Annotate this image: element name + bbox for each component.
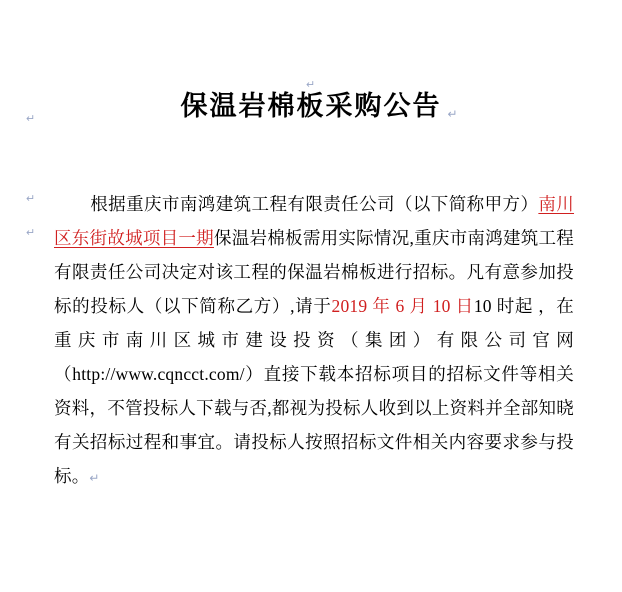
document-page (0, 66, 622, 592)
paragraph-mark: ↵ (26, 227, 36, 239)
project-name-highlight: 南川区东街故城项目一期 (54, 194, 575, 249)
title-block (26, 66, 596, 141)
document-title (180, 84, 460, 123)
paragraph-segment-1: 根据重庆市南鸿建筑工程有限责任公司（以下简称甲方） (90, 194, 539, 215)
paragraph-segment-3: 10 时起 ，在重庆市南川区城市建设投资（集团）有限公司官网（http://www.cqncct.com/）直接下载本招标项目的招标文件等相关资料，不管投标人下载与否,都视为投标人收到以上资料并全部知晓有关招标过程和事宜。请投标人按照招标文件相关内容要求参与投标。 (54, 296, 575, 487)
paragraph-mark: ↵ (26, 113, 36, 125)
title-paragraph-mark: ↵ (447, 107, 460, 122)
body-paragraph (54, 187, 574, 495)
document-title-text: 保温岩棉板采购公告 (180, 91, 442, 123)
document-body (26, 187, 596, 495)
paragraph-mark: ↵ (26, 193, 36, 205)
paragraph-end-mark: ↵ (89, 471, 100, 486)
paragraph-mark: ↵ (306, 79, 316, 91)
paragraph-segment-2: 保温岩棉板需用实际情况,重庆市南鸿建筑工程有限责任公司决定对该工程的保温岩棉板进行招标。凡有意参加投标的投标人（以下简称乙方）,请于 (54, 228, 574, 317)
bid-date-highlight: 2019 年 6 月 10 日 (331, 296, 474, 317)
